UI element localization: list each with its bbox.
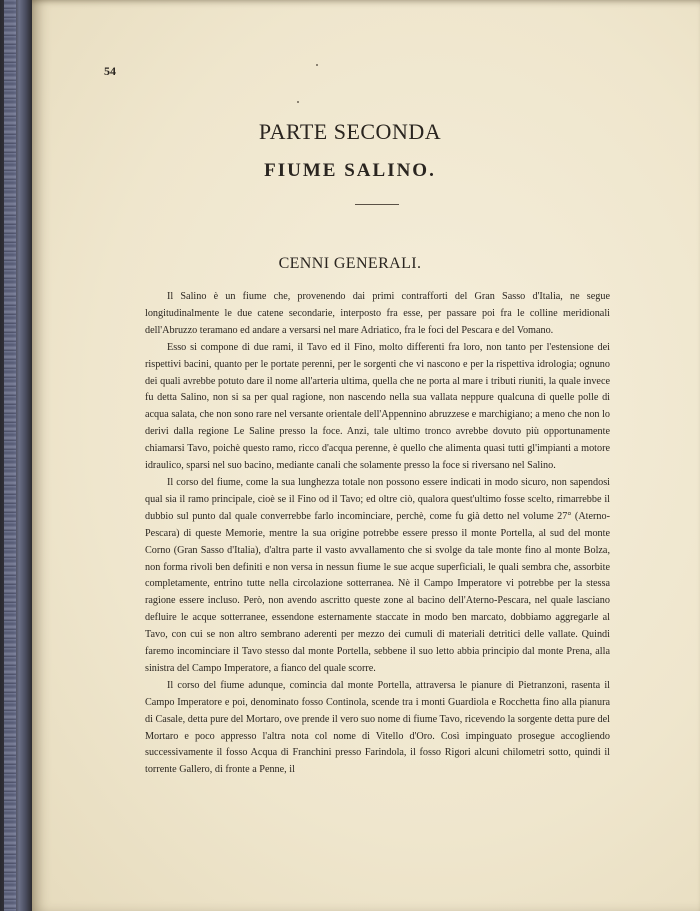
page-number: 54 [104, 64, 116, 78]
section-title: CENNI GENERALI. [278, 255, 422, 272]
ink-speck [316, 64, 318, 66]
paragraph: Il corso del fiume, come la sua lunghezza totale non possono essere indicati in modo sicuro, non sapendosi qual sia il ramo principale, cioè se il Fino od il Tavo; ed oltre ciò, qualora quest'ultimo fosse scelto, rimarrebbe il dubbio sul punto dal quale converrebbe farlo incominciare, perchè, come fu già detto nel volume 27° (Aterno-Pescara) di queste Memorie, mentre la sua origine potrebbe essere presso il monte Portella, al sud del monte Corno (Gran Sasso d'Italia), d'altra parte il vasto avvallamento che si svolge da tale monte fino al monte Bolza, non forma rivoli ben definiti e non versa in nessun fiume le sue acque superficiali, le quali sembra che, assorbite completamente, entrino tutte nella circolazione sotterranea. Nè il Campo Imperatore vi potrebbe per la stessa ragione essere incluso. Però, non avendo ascritto queste zone al bacino dell'Aterno-Pescara, nel quale lasciano defluire le acque sotterranee, essendone esternamente staccate in modo ben marcato, dobbiamo aggregarle al Tavo, con cui se non altro sembrano aderenti per mezzo dei cumuli di materiali detritici delle vallate. Quindi faremo incominciare il Tavo stesso dal monte Portella, sebbene il suo letto abbia principio dal monte Prena, alla sinistra del Campo Imperatore, a fianco del quale scorre. [145, 476, 610, 674]
paragraph: Il Salino è un fiume che, provenendo dai primi contrafforti del Gran Sasso d'Italia, ne segue longitudinalmente le due catene secondarie, interposto fra esse, per passare poi fra le colline meridionali dell'Abruzzo teramano ed andare a versarsi nel mare Adriatico, fra le foci del Pescara e del Vomano. [145, 291, 610, 336]
river-title: FIUME SALINO. [264, 160, 436, 181]
paragraph: Esso si compone di due rami, il Tavo ed il Fino, molto differenti fra loro, non tanto per l'estensione dei rispettivi bacini, quanto per le portate perenni, per le sorgenti che vi nascono e per la rispettiva idrologia; ognuno dei quali avrebbe potuto dare il nome all'arteria ultima, quella che ne porta al mare i tributi riuniti, la quale invece fu detta Salino, non si sa per qual ragione, non nascendo nella sua vallata neppure qualcuna di quelle polle di acqua salata, che non sono rare nel versante orientale dell'Appennino abruzzese e marchigiano; a meno che non lo derivi dalla regione Le Saline presso la foce. Anzi, tale ultimo tronco avrebbe dovuto più opportunamente chiamarsi Tavo, poichè questo ramo, ricco d'acqua perenne, è quello che alimenta quasi tutti gl'impianti a motore idraulico, sparsi nel suo bacino, mediante canali che solamente presso la foce si riversano nel Salino. [145, 341, 610, 472]
title-divider [355, 204, 399, 205]
part-title: PARTE SECONDA [258, 119, 442, 144]
body-text [145, 289, 610, 779]
paragraph: Il corso del fiume adunque, comincia dal monte Portella, attraversa le pianure di Pietranzoni, rasenta il Campo Imperatore e poi, denominato fosso Continola, scende tra i monti Guardiola e Rocchetta fino alla pianura di Casale, detta pure del Mortaro, ove prende il vero suo nome di fiume Tavo, ricevendo la sorgente detta pure del Mortaro e poco appresso l'altra nota col nome di Vitello d'Oro. Così impinguato prosegue accogliendo successivamente il fosso Acqua di Franchini presso Farindola, il fosso Rigori alcuni chilometri sotto, quindi il torrente Gallero, di fronte a Penne, il [145, 679, 610, 776]
ink-speck [297, 101, 299, 103]
